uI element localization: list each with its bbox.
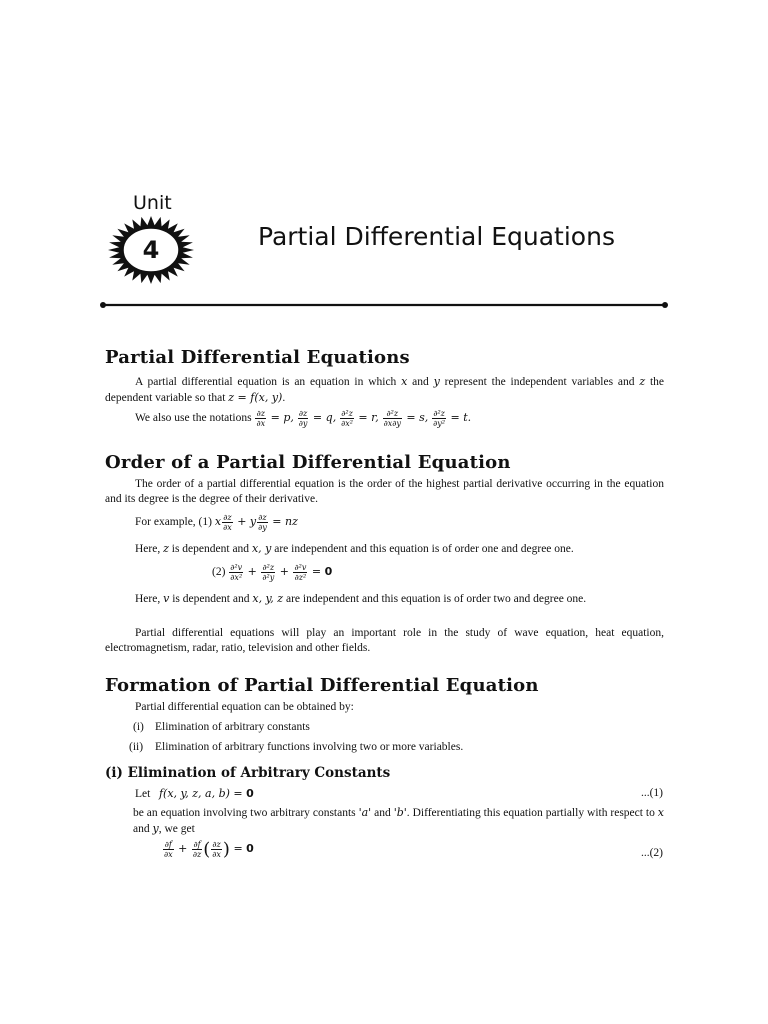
notations-line: We also use the notations $\frac{\partial z}{\partial x}$ = p, $\frac{\partial z}{\partial y}$ = q, $\frac{\text{∂²z}}{\text{∂x²}}$ = r, $\frac{\text{∂²z}}{\partial x\partial y}$ = s, $\frac{\text{∂²z}}{\text{∂y²}}$ = t.: [135, 409, 472, 428]
list-item: (ii) Elimination of arbitrary functions involving two or more variables.: [129, 741, 464, 753]
equation-2: $\frac{\partial f}{\partial x}$ + $\frac{\partial f}{\partial z}$ ( $\frac{\partial z}{\partial x}$ ) = 0 ...(2): [164, 839, 663, 860]
title-divider: [100, 302, 668, 308]
unit-label: Unit: [133, 192, 172, 214]
equation-1: Let f(x, y, z, a, b) = 0 ...(1): [135, 787, 663, 800]
unit-number-badge: [106, 214, 196, 286]
section-heading-formation: Formation of Partial Differential Equation: [105, 675, 539, 696]
equation-number: ...(2): [640, 847, 663, 859]
example1-equation: For example, (1) x $\frac{\partial z}{\partial x}$ + y $\frac{\partial z}{\partial y}$ = nz: [135, 513, 298, 532]
section-heading-pde: Partial Differential Equations: [105, 347, 410, 368]
here1-line: Here, z is dependent and x, y are independent and this equation is of order one and degree one.: [135, 542, 574, 555]
applications-paragraph: Partial differential equations will play an important role in the study of wave equation, heat equation, electromagnetism, radar, ratio, television and other fields.: [105, 627, 664, 654]
subsection-heading-constants: (i) Elimination of Arbitrary Constants: [105, 765, 391, 781]
unit-number: 4: [142, 236, 160, 264]
constants-paragraph: be an equation involving two arbitrary constants 'a' and 'b'. Differentiating this equation partially with respect to x and y, we get: [133, 806, 664, 835]
equation-number: ...(1): [640, 787, 663, 799]
page-title: Partial Differential Equations: [258, 222, 615, 251]
order-paragraph: The order of a partial differential equation is the order of the highest partial derivative occurring in the equation and its degree is the degree of their derivative.: [105, 478, 664, 505]
example2-equation: (2) $\frac{\text{∂²v}}{\text{∂x²}}$ + $\frac{\text{∂²z}}{\text{∂²y}}$ + $\frac{\text{∂²v}}{\text{∂z²}}$ = 0: [212, 563, 333, 582]
section1-paragraph: A partial differential equation is an equation in which x and y represent the independent variables and z the dependent variable so that z = f(x, y).: [105, 375, 664, 404]
formation-intro: Partial differential equation can be obtained by:: [135, 701, 354, 713]
here2-paragraph: Here, v is dependent and x, y, z are independent and this equation is of order two and degree one.: [135, 592, 587, 605]
section-heading-order: Order of a Partial Differential Equation: [105, 452, 511, 473]
list-item: (i) Elimination of arbitrary constants: [133, 721, 310, 733]
